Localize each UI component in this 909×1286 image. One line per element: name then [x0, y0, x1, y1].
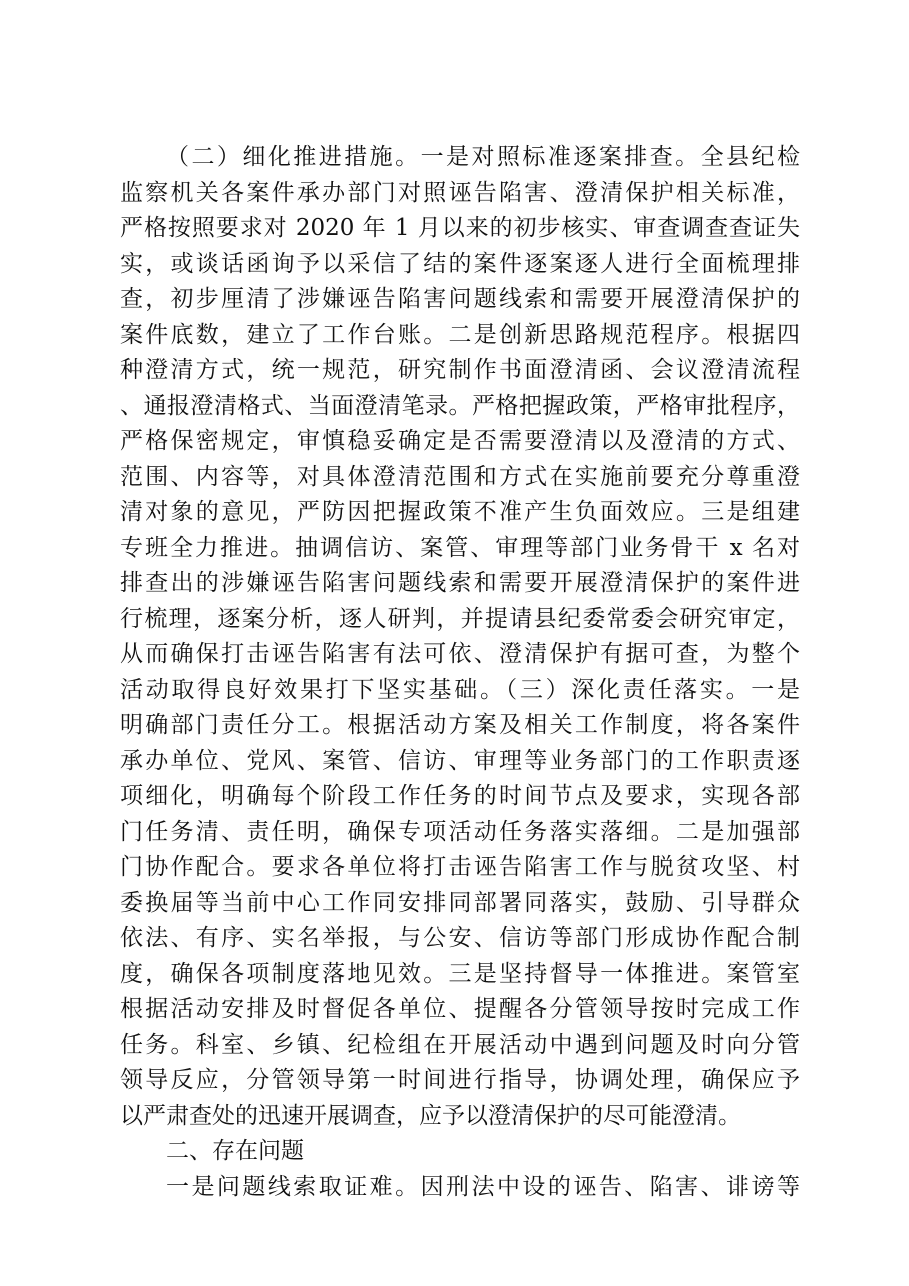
paragraph-line: 严格保密规定，审慎稳妥确定是否需要澄清以及澄清的方式、: [120, 428, 800, 454]
paragraph-line: 领导反应，分管领导第一时间进行指导，协调处理，确保应予: [120, 1067, 800, 1093]
paragraph-line: 项细化，明确每个阶段工作任务的时间节点及要求，实现各部: [120, 783, 800, 809]
paragraph-line: 实，或谈话函询予以采信了结的案件逐案逐人进行全面梳理排: [120, 250, 800, 277]
paragraph-line: 委换届等当前中心工作同安排同部署同落实，鼓励、引导群众: [120, 889, 800, 916]
paragraph-line: 案件底数，建立了工作台账。二是创新思路规范程序。根据四: [120, 321, 800, 348]
paragraph-line: 一是问题线索取证难。因刑法中设的诬告、陷害、诽谤等: [166, 1173, 800, 1200]
paragraph-line: 种澄清方式，统一规范，研究制作书面澄清函、会议澄清流程: [120, 357, 800, 383]
section-heading: 二、存在问题: [166, 1138, 304, 1164]
paragraph-line: （二）细化推进措施。一是对照标准逐案排查。全县纪检: [166, 144, 800, 170]
paragraph-line: 严格按照要求对 2020 年 1 月以来的初步核实、审查调查查证失: [120, 215, 800, 241]
paragraph-line: 承办单位、党风、案管、信访、审理等业务部门的工作职责逐: [120, 747, 800, 774]
paragraph-line: 从而确保打击诬告陷害有法可依、澄清保护有据可查，为整个: [120, 641, 800, 667]
paragraph-line: 查，初步厘清了涉嫌诬告陷害问题线索和需要开展澄清保护的: [120, 286, 800, 312]
paragraph-line: 行梳理，逐案分析，逐人研判，并提请县纪委常委会研究审定，: [120, 605, 800, 632]
paragraph-line: 清对象的意见，严防因把握政策不准产生负面效应。三是组建: [120, 499, 800, 525]
paragraph-line: 门协作配合。要求各单位将打击诬告陷害工作与脱贫攻坚、村: [120, 854, 800, 880]
paragraph-line: 任务。科室、乡镇、纪检组在开展活动中遇到问题及时向分管: [120, 1031, 800, 1058]
paragraph-line: 专班全力推进。抽调信访、案管、审理等部门业务骨干 x 名对: [120, 534, 800, 561]
paragraph-line: 度，确保各项制度落地见效。三是坚持督导一体推进。案管室: [120, 960, 800, 987]
paragraph-line: 监察机关各案件承办部门对照诬告陷害、澄清保护相关标准，: [120, 179, 800, 206]
paragraph-line: 明确部门责任分工。根据活动方案及相关工作制度，将各案件: [120, 712, 800, 738]
paragraph-line: 、通报澄清格式、当面澄清笔录。严格把握政策，严格审批程序，: [120, 392, 800, 419]
paragraph-line: 以严肃查处的迅速开展调查，应予以澄清保护的尽可能澄清。: [120, 1102, 741, 1129]
paragraph-line: 活动取得良好效果打下坚实基础。（三）深化责任落实。一是: [120, 676, 800, 703]
paragraph-line: 门任务清、责任明，确保专项活动任务落实落细。二是加强部: [120, 818, 800, 845]
paragraph-line: 依法、有序、实名举报，与公安、信访等部门形成协作配合制: [120, 925, 800, 951]
body-text: [120, 140, 800, 1205]
paragraph-line: 根据活动安排及时督促各单位、提醒各分管领导按时完成工作: [120, 996, 800, 1022]
paragraph-line: 范围、内容等，对具体澄清范围和方式在实施前要充分尊重澄: [120, 463, 800, 490]
paragraph-line: 排查出的涉嫌诬告陷害问题线索和需要开展澄清保护的案件进: [120, 570, 800, 596]
